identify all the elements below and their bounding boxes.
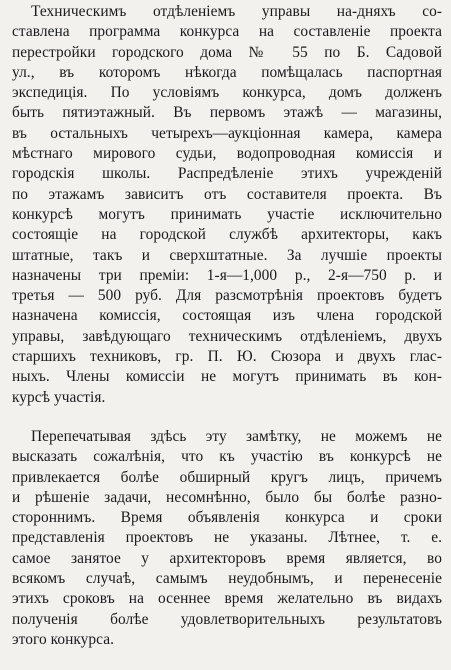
text-line: этихъ сроковъ на осеннее время желательно въ видахъ (12, 590, 442, 608)
text-line: въ остальныхъ четырехъ—аукціонная камера, камера (12, 124, 442, 142)
paragraph-competition-announcement (12, 2, 442, 408)
text-line: высказать сожалѣнія, что къ участію въ конкурсѣ не (12, 448, 442, 466)
text-line: конкурсѣ могутъ принимать участіе исключительно (12, 205, 442, 223)
text-line: перестройки городского дома № 55 по Б. Садовой (12, 43, 442, 61)
text-line: стороннимъ. Время объявленія конкурса и сроки (12, 509, 442, 527)
text-line: назначены три преміи: 1-я—1,000 р., 2-я—750 р. и (12, 266, 442, 284)
text-line: ул., въ которомъ нѣкогда помѣщалась паспортная (12, 63, 442, 81)
text-line: привлекается болѣе обширный кругъ лицъ, причемъ (12, 468, 442, 486)
text-line: всякомъ случаѣ, самымъ неудобнымъ, и перенесеніе (12, 570, 442, 588)
text-line: ставлена программа конкурса на составленіе проекта (12, 23, 442, 41)
text-line: полученія болѣе удовлетворительныхъ результатовъ (12, 610, 442, 628)
text-line: этого конкурса. (12, 630, 115, 648)
text-line: назначена комиссія, состоящая изъ члена городской (12, 307, 442, 325)
text-line: быть пятиэтажный. Въ первомъ этажѣ — магазины, (12, 104, 442, 122)
text-line: старшихъ техниковъ, гр. П. Ю. Сюзора и двухъ глас- (12, 348, 442, 366)
text-line: самое занятое у архитекторовъ время является, во (12, 549, 442, 567)
text-line: третья — 500 руб. Для разсмотрѣнія проектовъ будетъ (12, 287, 442, 305)
text-line: Перепечатывая здѣсь эту замѣтку, не можемъ не (31, 428, 442, 445)
text-line: курсѣ участія. (12, 388, 106, 406)
text-line: Техническимъ отдѣленіемъ управы на-дняхъ со- (31, 3, 442, 20)
text-line: представленія проектовъ не указаны. Лѣтнее, т. е. (12, 529, 442, 547)
text-line: управы, завѣдующаго техническимъ отдѣленіемъ, двухъ (12, 327, 442, 345)
text-line: и рѣшеніе задачи, несомнѣнно, было бы болѣе разно- (12, 488, 442, 506)
text-line: мѣстнаго мирового судьи, водопроводная комиссія и (12, 145, 442, 163)
text-line: городскія школы. Распредѣленіе этихъ учрежденій (12, 165, 442, 183)
text-line: экспедиція. По условіямъ конкурса, домъ долженъ (12, 84, 442, 102)
text-line: штатные, такъ и сверхштатные. За лучшіе проекты (12, 246, 442, 264)
paragraph-editorial-comment (12, 427, 442, 650)
text-line: по этажамъ зависитъ отъ составителя проекта. Въ (12, 185, 442, 203)
text-line: состоящіе на городской службѣ архитекторы, какъ (12, 226, 442, 244)
text-line: ныхъ. Члены комиссіи не могутъ принимать въ кон- (12, 368, 442, 386)
